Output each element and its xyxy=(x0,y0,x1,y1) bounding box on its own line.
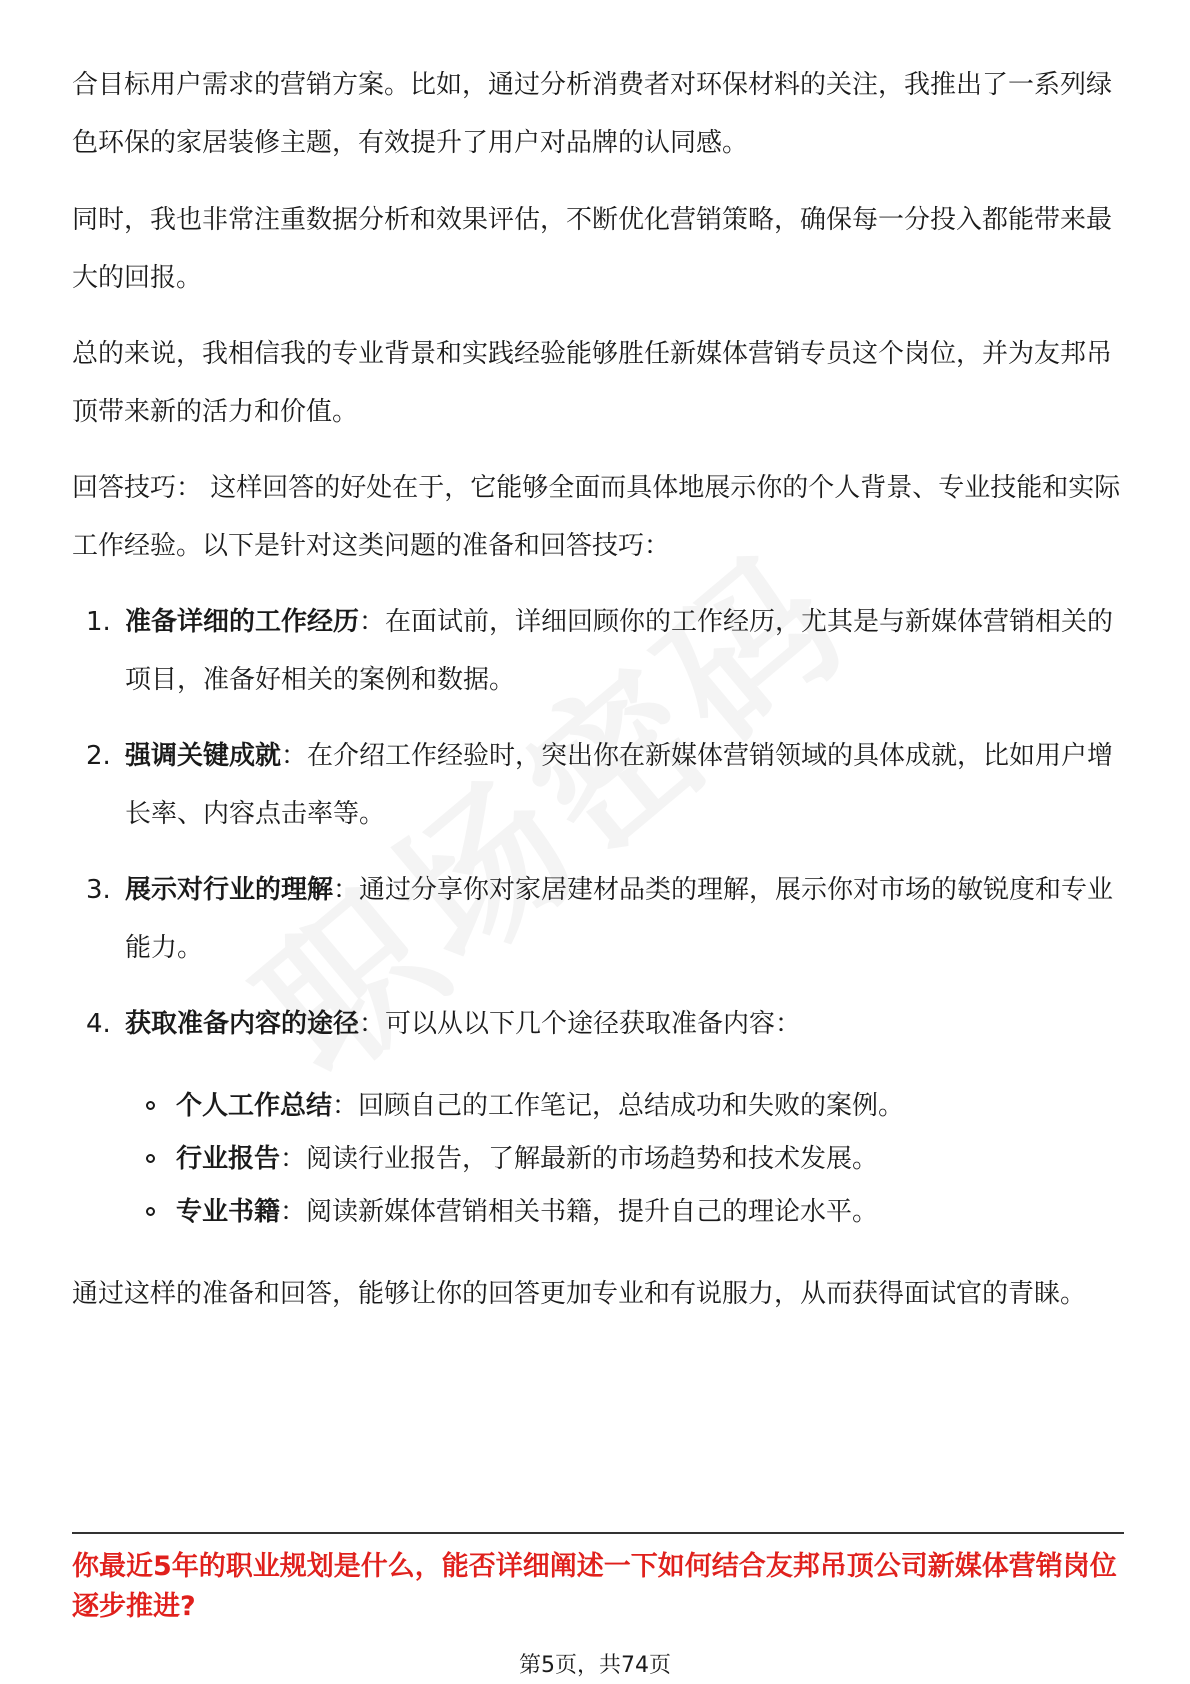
sub-item-text: ：阅读新媒体营销相关书籍，提升自己的理论水平。 xyxy=(280,1197,879,1227)
divider xyxy=(72,1532,1124,1534)
paragraph-data-analysis: 同时，我也非常注重数据分析和效果评估，不断优化营销策略，确保每一分投入都能带来最大的回报。 xyxy=(72,205,1113,293)
paragraph-summary: 总的来说，我相信我的专业背景和实践经验能够胜任新媒体营销专员这个岗位，并为友邦吊顶带来新的活力和价值。 xyxy=(72,339,1113,427)
sub-item-title: 行业报告 xyxy=(176,1144,281,1174)
list-item-text: ：通过分享你对家居建材品类的理解，展示你对市场的敏锐度和专业能力。 xyxy=(125,875,1114,963)
sub-item-title: 专业书籍 xyxy=(176,1197,281,1227)
bullet-circle-icon xyxy=(146,1207,155,1216)
list-item-title: 获取准备内容的途径 xyxy=(125,1009,360,1039)
sub-item-text: ：回顾自己的工作笔记，总结成功和失败的案例。 xyxy=(332,1091,905,1121)
list-item-text: ：可以从以下几个途径获取准备内容： xyxy=(359,1009,802,1039)
list-item-title: 强调关键成就 xyxy=(125,741,282,771)
bullet-circle-icon xyxy=(146,1154,155,1163)
next-question-heading: 你最近5年的职业规划是什么，能否详细阐述一下如何结合友邦吊顶公司新媒体营销岗位逐步推进? xyxy=(72,1551,1117,1622)
list-item-title: 准备详细的工作经历 xyxy=(125,607,360,637)
paragraph-answer-tips: 回答技巧： 这样回答的好处在于，它能够全面而具体地展示你的个人背景、专业技能和实际工作经验。以下是针对这类问题的准备和回答技巧： xyxy=(72,473,1121,561)
paragraph-marketing-example: 合目标用户需求的营销方案。比如，通过分析消费者对环保材料的关注，我推出了一系列绿色环保的家居装修主题，有效提升了用户对品牌的认同感。 xyxy=(72,70,1113,158)
sub-item-text: ：阅读行业报告，了解最新的市场趋势和技术发展。 xyxy=(280,1144,879,1174)
paragraph-conclusion: 通过这样的准备和回答，能够让你的回答更加专业和有说服力，从而获得面试官的青睐。 xyxy=(72,1279,1087,1309)
bullet-circle-icon xyxy=(146,1101,155,1110)
list-number: 1. xyxy=(86,607,111,637)
list-number: 4. xyxy=(86,1009,111,1039)
sub-item-title: 个人工作总结 xyxy=(176,1091,333,1121)
list-number: 3. xyxy=(86,875,111,905)
list-item-title: 展示对行业的理解 xyxy=(125,875,334,905)
page-number: 第5页，共74页 xyxy=(519,1653,671,1678)
list-number: 2. xyxy=(86,741,111,771)
list-item-text: ：在面试前，详细回顾你的工作经历，尤其是与新媒体营销相关的项目，准备好相关的案例和数据。 xyxy=(125,607,1114,695)
list-item-text: ：在介绍工作经验时，突出你在新媒体营销领域的具体成就，比如用户增长率、内容点击率等。 xyxy=(125,741,1114,829)
